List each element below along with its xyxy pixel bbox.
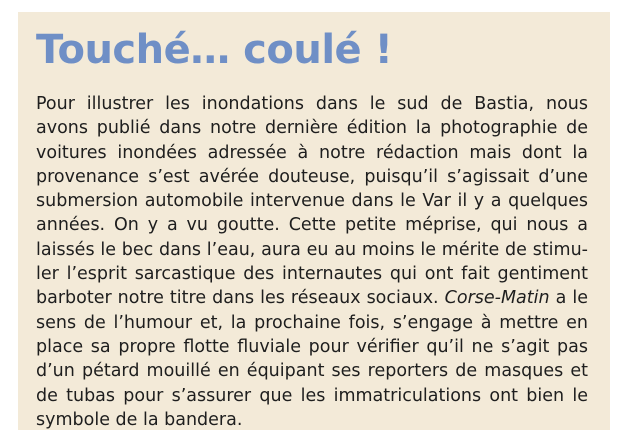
- article-line: provenance s’est avérée douteuse, puisqu’il s’agissait d’une: [36, 166, 588, 187]
- article-line-segment: barboter notre titre dans les réseaux sociaux.: [36, 288, 439, 309]
- newspaper-name: Corse-Matin: [444, 288, 550, 309]
- article-line: voitures inondées adressée à notre rédaction mais dont la: [36, 142, 588, 163]
- article-line: années. On y a vu goutte. Cette petite méprise, qui nous a: [36, 215, 588, 236]
- article-line: avons publié dans notre dernière édition la photographie de: [36, 118, 588, 139]
- article-line: submersion automobile intervenue dans le Var il y a quelques: [36, 191, 588, 212]
- article-title: Touché… coulé !: [36, 27, 393, 73]
- article-line: symbole de la bandera.: [36, 409, 243, 430]
- article-line: ler l’esprit sarcastique des internautes qui ont fait gentiment: [36, 264, 588, 285]
- article-line: de tubas pour s’assurer que les immatriculations ont bien le: [36, 385, 588, 406]
- article-line-segment: a le: [549, 288, 588, 309]
- article-line: Pour illustrer les inondations dans le sud de Bastia, nous: [36, 94, 588, 114]
- article-line: place sa propre flotte fluviale pour vérifier qu’il ne s’agit pas: [36, 336, 588, 357]
- article-line: sens de l’humour et, la prochaine fois, s’engage à mettre en: [36, 312, 588, 333]
- article-line-with-italic: [36, 286, 588, 310]
- article-line: d’un pétard mouillé en équipant ses reporters de masques et: [36, 361, 588, 382]
- article-body: [36, 92, 588, 432]
- article-line: laissés le bec dans l’eau, aura eu au moins le mérite de stimu-: [36, 239, 588, 260]
